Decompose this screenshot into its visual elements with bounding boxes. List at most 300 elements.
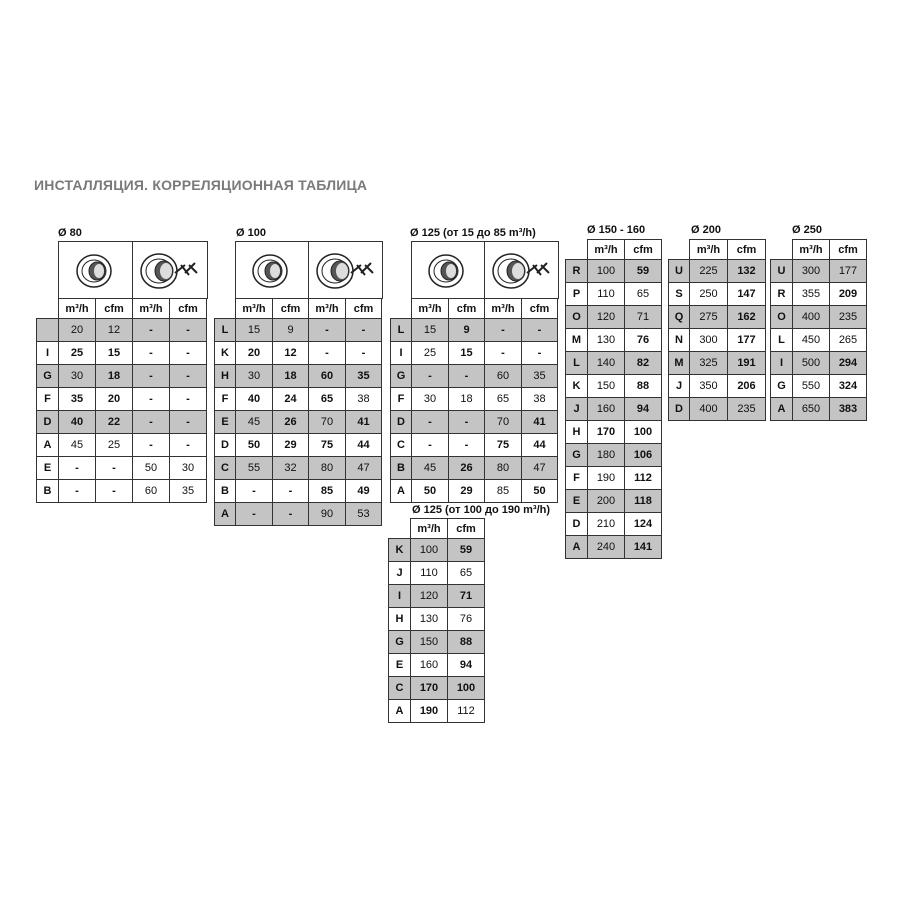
value-m3h: - xyxy=(133,342,170,365)
value-m3h: 85 xyxy=(485,480,522,503)
value-cfm: 25 xyxy=(96,434,133,457)
row-code: A xyxy=(389,700,411,723)
value-m3h: - xyxy=(309,342,346,365)
value-cfm: 41 xyxy=(346,411,382,434)
valve-extended-icon xyxy=(133,242,207,299)
value-cfm: 38 xyxy=(522,388,558,411)
value-cfm: 35 xyxy=(346,365,382,388)
row-code: H xyxy=(389,608,411,631)
table-row xyxy=(389,585,485,608)
unit-cfm: cfm xyxy=(522,299,558,319)
table-row xyxy=(566,421,662,444)
row-code: M xyxy=(566,329,588,352)
row-code: R xyxy=(566,260,588,283)
value-m3h: 450 xyxy=(793,329,830,352)
value-m3h: 160 xyxy=(588,398,625,421)
unit-cfm: cfm xyxy=(625,240,662,260)
row-code: J xyxy=(566,398,588,421)
value-m3h: 30 xyxy=(236,365,273,388)
block-title-d80: Ø 80 xyxy=(58,227,82,239)
unit-m3h: m³/h xyxy=(411,519,448,539)
value-m3h: 60 xyxy=(485,365,522,388)
value-m3h: 275 xyxy=(690,306,728,329)
value-cfm: 50 xyxy=(522,480,558,503)
value-cfm: 38 xyxy=(346,388,382,411)
value-cfm: - xyxy=(449,411,485,434)
row-code: C xyxy=(389,677,411,700)
table-row xyxy=(391,319,558,342)
value-cfm: 47 xyxy=(522,457,558,480)
table-d150 xyxy=(565,239,662,559)
value-m3h: - xyxy=(133,319,170,342)
table-row xyxy=(215,457,382,480)
value-cfm: 177 xyxy=(728,329,766,352)
value-cfm: - xyxy=(170,411,207,434)
value-cfm: 106 xyxy=(625,444,662,467)
value-m3h: 240 xyxy=(588,536,625,559)
value-cfm: 141 xyxy=(625,536,662,559)
value-m3h: 75 xyxy=(309,434,346,457)
row-code: G xyxy=(566,444,588,467)
row-code: D xyxy=(215,434,236,457)
table-row xyxy=(391,434,558,457)
table-row xyxy=(566,260,662,283)
value-m3h: 190 xyxy=(411,700,448,723)
value-cfm: - xyxy=(346,319,382,342)
value-m3h: 45 xyxy=(59,434,96,457)
table-row xyxy=(37,480,207,503)
value-cfm: - xyxy=(170,319,207,342)
row-code: F xyxy=(391,388,412,411)
value-cfm: 47 xyxy=(346,457,382,480)
table-d250 xyxy=(770,239,867,421)
row-code: A xyxy=(566,536,588,559)
value-cfm: 44 xyxy=(346,434,382,457)
value-cfm: - xyxy=(522,342,558,365)
value-cfm: 29 xyxy=(449,480,485,503)
value-cfm: - xyxy=(170,434,207,457)
value-m3h: 500 xyxy=(793,352,830,375)
row-code: A xyxy=(215,503,236,526)
value-m3h: 120 xyxy=(411,585,448,608)
value-m3h: 40 xyxy=(59,411,96,434)
value-cfm: 324 xyxy=(830,375,867,398)
valve-extended-icon xyxy=(309,242,382,299)
value-cfm: 9 xyxy=(273,319,309,342)
value-m3h: 70 xyxy=(485,411,522,434)
table-row xyxy=(37,434,207,457)
value-cfm: 206 xyxy=(728,375,766,398)
value-m3h: 225 xyxy=(690,260,728,283)
row-code: G xyxy=(771,375,793,398)
row-code: E xyxy=(566,490,588,513)
unit-cfm: cfm xyxy=(830,240,867,260)
block-title-d100: Ø 100 xyxy=(236,227,266,239)
row-code: M xyxy=(669,352,690,375)
row-code: A xyxy=(771,398,793,421)
row-code: E xyxy=(215,411,236,434)
row-code: A xyxy=(391,480,412,503)
table-row xyxy=(389,562,485,585)
row-code: S xyxy=(669,283,690,306)
row-code: K xyxy=(566,375,588,398)
value-cfm: 71 xyxy=(625,306,662,329)
table-row xyxy=(37,319,207,342)
value-m3h: 200 xyxy=(588,490,625,513)
row-code: R xyxy=(771,283,793,306)
table-row xyxy=(566,306,662,329)
value-cfm: 132 xyxy=(728,260,766,283)
value-cfm: - xyxy=(170,388,207,411)
value-cfm: 265 xyxy=(830,329,867,352)
table-row xyxy=(391,365,558,388)
value-m3h: 140 xyxy=(588,352,625,375)
value-cfm: 12 xyxy=(273,342,309,365)
row-code: L xyxy=(566,352,588,375)
row-code: B xyxy=(391,457,412,480)
value-cfm: 235 xyxy=(728,398,766,421)
row-code: U xyxy=(669,260,690,283)
value-m3h: 350 xyxy=(690,375,728,398)
table-d100 xyxy=(214,298,382,526)
unit-cfm: cfm xyxy=(170,299,207,319)
value-cfm: 88 xyxy=(448,631,485,654)
row-code: H xyxy=(566,421,588,444)
row-code: O xyxy=(566,306,588,329)
table-row xyxy=(669,306,766,329)
value-m3h: 650 xyxy=(793,398,830,421)
value-m3h: - xyxy=(485,319,522,342)
value-cfm: 44 xyxy=(522,434,558,457)
row-code: B xyxy=(37,480,59,503)
value-cfm: 235 xyxy=(830,306,867,329)
row-code: J xyxy=(389,562,411,585)
table-row xyxy=(566,352,662,375)
value-m3h: 45 xyxy=(412,457,449,480)
value-cfm: 49 xyxy=(346,480,382,503)
value-cfm: 100 xyxy=(448,677,485,700)
value-cfm: 20 xyxy=(96,388,133,411)
value-m3h: 75 xyxy=(485,434,522,457)
value-cfm: 12 xyxy=(96,319,133,342)
row-code: F xyxy=(566,467,588,490)
value-m3h: 130 xyxy=(411,608,448,631)
value-cfm: 76 xyxy=(448,608,485,631)
unit-cfm: cfm xyxy=(96,299,133,319)
table-row xyxy=(215,319,382,342)
value-cfm: 24 xyxy=(273,388,309,411)
row-code: F xyxy=(37,388,59,411)
value-m3h: 80 xyxy=(309,457,346,480)
value-m3h: - xyxy=(412,411,449,434)
block-title-d200: Ø 200 xyxy=(691,224,721,236)
table-row xyxy=(669,283,766,306)
value-m3h: 30 xyxy=(59,365,96,388)
table-row xyxy=(37,388,207,411)
table-row xyxy=(37,457,207,480)
table-row xyxy=(669,375,766,398)
table-row xyxy=(391,388,558,411)
table-row xyxy=(391,411,558,434)
valve-icon xyxy=(236,242,309,299)
table-row xyxy=(215,342,382,365)
row-code: N xyxy=(669,329,690,352)
icon-row-d125a xyxy=(411,241,559,299)
value-cfm: 15 xyxy=(96,342,133,365)
table-row xyxy=(566,444,662,467)
table-row xyxy=(771,329,867,352)
value-cfm: 53 xyxy=(346,503,382,526)
row-code: P xyxy=(566,283,588,306)
value-cfm: 76 xyxy=(625,329,662,352)
table-row xyxy=(566,536,662,559)
value-m3h: - xyxy=(133,411,170,434)
value-m3h: 190 xyxy=(588,467,625,490)
value-cfm: - xyxy=(522,319,558,342)
table-d125b xyxy=(388,518,485,723)
row-code: J xyxy=(669,375,690,398)
block-title-d125a: Ø 125 (от 15 до 85 m³/h) xyxy=(410,227,536,239)
value-m3h: - xyxy=(485,342,522,365)
table-row xyxy=(391,480,558,503)
value-m3h: 50 xyxy=(412,480,449,503)
value-m3h: - xyxy=(412,434,449,457)
value-m3h: 85 xyxy=(309,480,346,503)
value-m3h: - xyxy=(133,365,170,388)
value-cfm: 18 xyxy=(96,365,133,388)
row-code: I xyxy=(37,342,59,365)
unit-m3h: m³/h xyxy=(133,299,170,319)
table-row xyxy=(37,365,207,388)
table-row xyxy=(771,306,867,329)
value-cfm: 94 xyxy=(448,654,485,677)
row-code: F xyxy=(215,388,236,411)
value-m3h: 25 xyxy=(59,342,96,365)
value-cfm: 65 xyxy=(448,562,485,585)
table-d125a xyxy=(390,298,558,503)
value-cfm: - xyxy=(96,480,133,503)
value-cfm: 162 xyxy=(728,306,766,329)
table-row xyxy=(771,398,867,421)
value-cfm: 26 xyxy=(273,411,309,434)
row-code: K xyxy=(215,342,236,365)
icon-row-d100 xyxy=(235,241,383,299)
value-m3h: 250 xyxy=(690,283,728,306)
value-cfm: - xyxy=(449,434,485,457)
value-cfm: 82 xyxy=(625,352,662,375)
unit-cfm: cfm xyxy=(273,299,309,319)
value-m3h: - xyxy=(133,388,170,411)
value-m3h: 130 xyxy=(588,329,625,352)
row-code: A xyxy=(37,434,59,457)
table-row xyxy=(771,260,867,283)
value-cfm: 15 xyxy=(449,342,485,365)
value-cfm: - xyxy=(273,480,309,503)
value-cfm: 35 xyxy=(170,480,207,503)
value-m3h: 120 xyxy=(588,306,625,329)
value-cfm: 18 xyxy=(273,365,309,388)
value-m3h: 70 xyxy=(309,411,346,434)
table-row xyxy=(771,352,867,375)
row-code xyxy=(37,319,59,342)
value-m3h: 40 xyxy=(236,388,273,411)
value-cfm: 209 xyxy=(830,283,867,306)
value-m3h: - xyxy=(59,480,96,503)
value-m3h: 45 xyxy=(236,411,273,434)
table-row xyxy=(389,700,485,723)
unit-m3h: m³/h xyxy=(690,240,728,260)
value-cfm: 294 xyxy=(830,352,867,375)
row-code: L xyxy=(771,329,793,352)
table-row xyxy=(566,283,662,306)
table-row xyxy=(669,352,766,375)
value-cfm: 94 xyxy=(625,398,662,421)
value-cfm: - xyxy=(96,457,133,480)
value-cfm: 88 xyxy=(625,375,662,398)
unit-m3h: m³/h xyxy=(309,299,346,319)
value-m3h: 90 xyxy=(309,503,346,526)
value-cfm: 41 xyxy=(522,411,558,434)
value-cfm: 59 xyxy=(448,539,485,562)
table-row xyxy=(669,398,766,421)
value-m3h: 150 xyxy=(411,631,448,654)
value-m3h: 300 xyxy=(793,260,830,283)
value-cfm: 71 xyxy=(448,585,485,608)
table-row xyxy=(771,375,867,398)
table-d200 xyxy=(668,239,766,421)
value-m3h: 25 xyxy=(412,342,449,365)
table-row xyxy=(215,434,382,457)
value-m3h: 65 xyxy=(485,388,522,411)
value-cfm: - xyxy=(273,503,309,526)
value-m3h: 15 xyxy=(412,319,449,342)
value-m3h: 20 xyxy=(59,319,96,342)
table-row xyxy=(389,539,485,562)
value-m3h: 160 xyxy=(411,654,448,677)
table-row xyxy=(566,467,662,490)
unit-m3h: m³/h xyxy=(485,299,522,319)
table-d80 xyxy=(36,298,207,503)
value-cfm: 26 xyxy=(449,457,485,480)
row-code: I xyxy=(389,585,411,608)
value-m3h: 110 xyxy=(411,562,448,585)
table-row xyxy=(669,329,766,352)
value-m3h: - xyxy=(236,503,273,526)
unit-m3h: m³/h xyxy=(588,240,625,260)
value-m3h: 100 xyxy=(588,260,625,283)
value-m3h: 55 xyxy=(236,457,273,480)
table-row xyxy=(391,342,558,365)
row-code: D xyxy=(566,513,588,536)
value-m3h: - xyxy=(412,365,449,388)
value-m3h: - xyxy=(133,434,170,457)
table-row xyxy=(389,608,485,631)
value-cfm: 147 xyxy=(728,283,766,306)
valve-extended-icon xyxy=(485,242,558,299)
unit-m3h: m³/h xyxy=(793,240,830,260)
row-code: G xyxy=(391,365,412,388)
unit-m3h: m³/h xyxy=(59,299,96,319)
value-m3h: 50 xyxy=(236,434,273,457)
value-m3h: 65 xyxy=(309,388,346,411)
table-row xyxy=(37,342,207,365)
value-cfm: 22 xyxy=(96,411,133,434)
row-code: E xyxy=(37,457,59,480)
row-code: U xyxy=(771,260,793,283)
row-code: I xyxy=(771,352,793,375)
value-m3h: 30 xyxy=(412,388,449,411)
block-title-d250: Ø 250 xyxy=(792,224,822,236)
value-m3h: 300 xyxy=(690,329,728,352)
row-code: D xyxy=(669,398,690,421)
page-title: ИНСТАЛЛЯЦИЯ. КОРРЕЛЯЦИОННАЯ ТАБЛИЦА xyxy=(34,177,368,193)
value-m3h: 355 xyxy=(793,283,830,306)
value-m3h: 150 xyxy=(588,375,625,398)
value-cfm: 124 xyxy=(625,513,662,536)
table-row xyxy=(389,677,485,700)
value-cfm: 177 xyxy=(830,260,867,283)
value-cfm: 118 xyxy=(625,490,662,513)
table-row xyxy=(566,375,662,398)
value-cfm: 29 xyxy=(273,434,309,457)
unit-cfm: cfm xyxy=(728,240,766,260)
value-cfm: - xyxy=(449,365,485,388)
table-row xyxy=(566,490,662,513)
value-m3h: 210 xyxy=(588,513,625,536)
value-m3h: 400 xyxy=(793,306,830,329)
row-code: E xyxy=(389,654,411,677)
valve-icon xyxy=(412,242,485,299)
row-code: O xyxy=(771,306,793,329)
unit-cfm: cfm xyxy=(448,519,485,539)
value-m3h: 325 xyxy=(690,352,728,375)
value-cfm: 35 xyxy=(522,365,558,388)
table-row xyxy=(215,365,382,388)
value-cfm: 191 xyxy=(728,352,766,375)
value-cfm: - xyxy=(170,365,207,388)
table-row xyxy=(389,631,485,654)
table-row xyxy=(215,480,382,503)
row-code: B xyxy=(215,480,236,503)
table-row xyxy=(771,283,867,306)
row-code: G xyxy=(37,365,59,388)
row-code: K xyxy=(389,539,411,562)
unit-m3h: m³/h xyxy=(412,299,449,319)
block-title-d125b: Ø 125 (от 100 до 190 m³/h) xyxy=(412,504,551,516)
value-cfm: 112 xyxy=(625,467,662,490)
value-cfm: 100 xyxy=(625,421,662,444)
row-code: C xyxy=(215,457,236,480)
value-m3h: - xyxy=(309,319,346,342)
icon-row-d80 xyxy=(58,241,208,299)
row-code: Q xyxy=(669,306,690,329)
table-row xyxy=(215,388,382,411)
table-row xyxy=(389,654,485,677)
table-row xyxy=(566,329,662,352)
value-m3h: - xyxy=(236,480,273,503)
row-code: C xyxy=(391,434,412,457)
value-m3h: - xyxy=(59,457,96,480)
value-cfm: 112 xyxy=(448,700,485,723)
value-m3h: 110 xyxy=(588,283,625,306)
value-m3h: 20 xyxy=(236,342,273,365)
value-m3h: 550 xyxy=(793,375,830,398)
row-code: D xyxy=(37,411,59,434)
table-row xyxy=(566,513,662,536)
unit-cfm: cfm xyxy=(449,299,485,319)
value-cfm: - xyxy=(346,342,382,365)
value-cfm: 65 xyxy=(625,283,662,306)
